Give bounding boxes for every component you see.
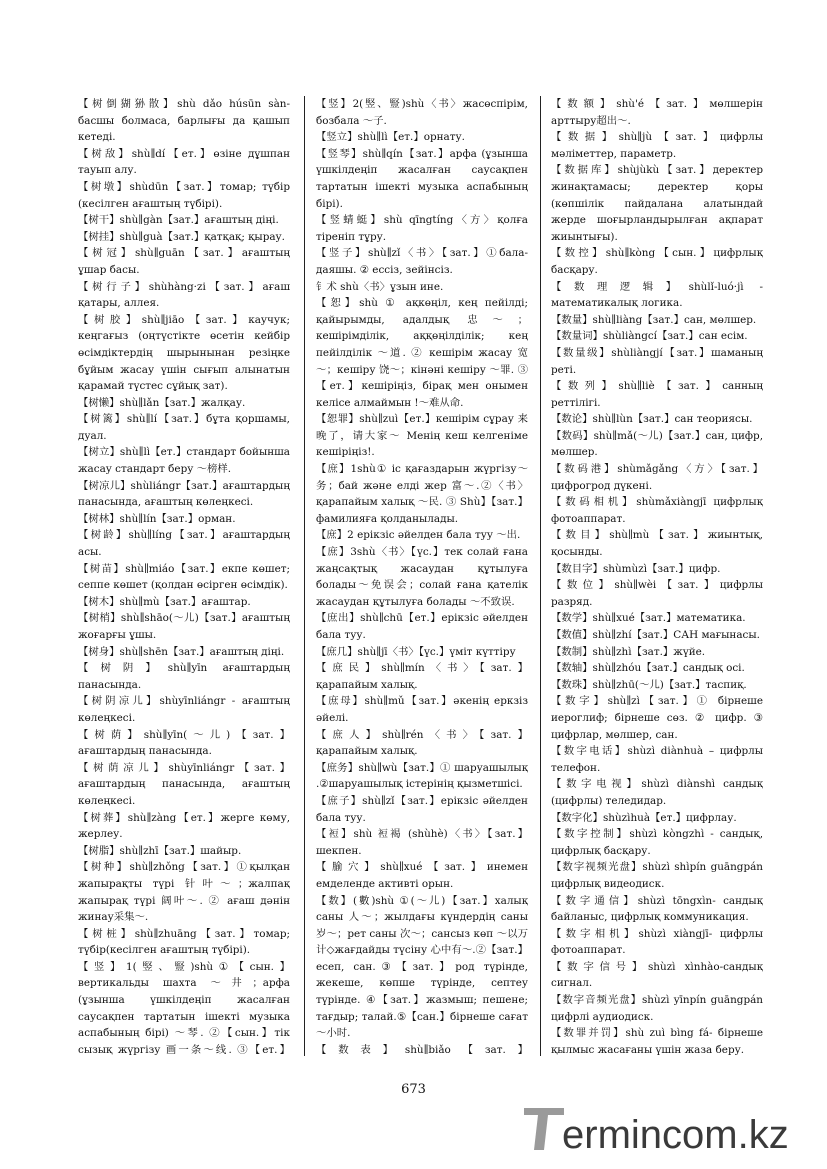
dictionary-entry: 【数列】shù∥liè【зат.】санның реттілігі. xyxy=(551,380,763,409)
dictionary-entry: 【庶】2 ерікзіс әйелден бала туу ～出. xyxy=(316,529,521,542)
dictionary-entry: 【数字化】shùzìhuà【ет.】цифрлау. xyxy=(551,811,737,824)
dictionary-entry: 【庶子】shù∥zǐ【зат.】ерікзіс әйелден бала туу. xyxy=(316,794,528,824)
dictionary-entry: 【数量】shù∥liàng【зат.】сан, мөлшер. xyxy=(551,313,757,326)
dictionary-entry: 【庶母】shù∥mǔ【зат.】әкенің еркзіз әйелі. xyxy=(316,695,528,724)
dictionary-entry: 【庶几】shù∥jī〈书〉【үс.】үміт күттіру xyxy=(316,645,516,658)
termincom-logo xyxy=(522,1100,812,1160)
dictionary-entry: 【树行子】shùhàng·zi【зат.】ағаш қатары, аллея. xyxy=(78,280,290,310)
dictionary-entry: 【树墩】shùdūn【зат.】томар; түбір (кесілген ағаштың түбірі). xyxy=(78,180,290,210)
dictionary-column-2 xyxy=(316,96,528,1058)
dictionary-entry: 【数字电视】shùzì diànshì сандық (цифрлы) теледидар. xyxy=(551,778,763,807)
dictionary-entry: 【数控】shù∥kòng【сын.】цифрлық басқару. xyxy=(551,247,763,276)
dictionary-entry: 【数珠】shù∥zhū(～儿)【зат.】таспиқ. xyxy=(551,678,747,691)
dictionary-entry: 【树阴】shù∥yīn ағаштардың панасында. xyxy=(78,662,290,691)
dictionary-entry: 【数位】shù∥wèi【зат.】цифрлы разряд. xyxy=(551,579,763,608)
dictionary-entry: 【数额】shù'é【зат.】мөлшерін арттыру超出～. xyxy=(551,98,763,127)
dictionary-entry: 【树荫凉儿】shùyīnliángr【зат.】ағаштардың панасында, ағаштың көлеңкесі. xyxy=(78,761,290,807)
dictionary-entry: 【树木】shù∥mù【зат.】ағаштар. xyxy=(78,595,251,608)
dictionary-entry: 【竖】1(竪、豎)shù①【сын.】вертикальды шахта ～井；арфа (ұзынша үшкілдеңіп жасалған саусақпен тартатын ішекті музыка аспабының бірі) ～琴. ②【сын.】тік сызық жүргізу 画一条～线. ③【ет.】 xyxy=(78,960,290,1056)
dictionary-entry: 【庶民】shù∥mín〈书〉【зат.】қарапайым халық. xyxy=(316,662,528,691)
dictionary-entry: 【数据】shù∥jù【зат.】цифрлы мәліметтер, параметр. xyxy=(551,131,763,160)
dictionary-entry: 【树倒猢狲散】shù dǎo húsūn sàn- басшы болмаса, барлығы да қашып кетеді. xyxy=(78,98,290,144)
watermark-text: ermincom.kz xyxy=(562,1113,789,1157)
dictionary-entry: 【数字信号】shùzì xìnhào-сандық сигнал. xyxy=(551,960,763,990)
dictionary-entry: 【庶】1shù① іс қағаздарын жүргізу～务；бай және елді жер 富～.②〈书〉қарапайым халық ～民. ③ Shù】【зат.】фамилияға қолданылады. xyxy=(316,463,528,525)
dictionary-entry: 【庶出】shù∥chū【ет.】ерікзіс әйелден бала туу. xyxy=(316,612,528,641)
dictionary-entry: 【竖子】shù∥zǐ〈书〉【зат.】①бала-даяшы. ② ессіз, зейінсіз. xyxy=(316,247,528,276)
dictionary-entry: 【腧穴】shù∥xué【зат.】инемен емделенде активті орын. xyxy=(316,861,528,890)
dictionary-entry: 【树冠】shù∥guān【зат.】ағаштың ұшар басы. xyxy=(78,247,290,276)
dictionary-entry: 【树桩】shù∥zhuāng【зат.】томар; түбір(кесілген ағаштың түбірі). xyxy=(78,927,290,957)
dictionary-entry: 【树林】shù∥lín【зат.】орман. xyxy=(78,512,236,525)
dictionary-entry: 【数值】shù∥zhí【зат.】САН мағынасы. xyxy=(551,629,760,641)
dictionary-entry: 【树篱】shù∥lí【зат.】бұта қоршамы, дуал. xyxy=(78,413,290,442)
dictionary-entry: 【数字控制】shùzì kòngzhì - сандық, цифрлық басқару. xyxy=(551,828,763,857)
dictionary-entry: 【数字】shù∥zì【зат.】① бірнеше иероглиф; бірнеше сөз. ② цифр. ③ цифрлар, мөлшер, сан. xyxy=(551,695,763,741)
dictionary-entry: 【树身】shù∥shēn【зат.】ағаштың діңі. xyxy=(78,645,285,658)
dictionary-entry: 【树懒】shù∥lǎn【зат.】жалқау. xyxy=(78,396,246,409)
dictionary-entry: 【树阴凉儿】shùyīnliángr - ағаштың көлеңкесі. xyxy=(78,695,290,724)
dictionary-column-1 xyxy=(78,96,290,1058)
dictionary-entry: 【树挂】shù∥guà【зат.】қатқақ; қырау. xyxy=(78,230,285,243)
dictionary-entry: 【数据库】shùjùkù【зат.】деректер жинақтамасы; деректер қоры (көпшілік пайдалана алатындай жерде шоғырландырылған ақпарат жиынтығы). xyxy=(551,164,763,243)
dictionary-entry: 【数字相机】shùzì xiàngjī- цифрлы фотоаппарат. xyxy=(551,927,763,957)
dictionary-entry: 【数量级】shùliàngjí【зат.】шаманың реті. xyxy=(551,346,763,376)
dictionary-entry: 【树荫】shù∥yīn(～儿)【зат.】ағаштардың панасында. xyxy=(78,728,290,758)
dictionary-entry: 【庶】3shù〈书〉【үс.】тек солай ғана жаңсақтық жасаудан құтылуға болады～免误会；солай ғана қателік жасаудан құтылуға болады ～不致误. xyxy=(316,546,528,608)
dictionary-entry: 【竖】2(竪、豎)shù〈书〉жасөспірім, бозбала ～子. xyxy=(316,98,528,127)
dictionary-entry: 【树梢】shù∥shāo(～儿)【зат.】ағаштың жоғарғы ұшы. xyxy=(78,612,290,641)
dictionary-entry: 【树脂】shù∥zhī【зат.】шайыр. xyxy=(78,844,242,857)
dictionary-entry: 【数码港】shùmǎgǎng〈方〉【зат.】цифрогрод дүкені. xyxy=(551,463,763,492)
dictionary-entry: 【庶人】shù∥rén〈书〉【зат.】қарапайым халық. xyxy=(316,728,528,758)
dictionary-entry: 【恕罪】shù∥zuì【ет.】кешірім сұрау 来晚了，请大家～ Менің кеш келгеніме кешіріңіз!. xyxy=(316,413,528,459)
dictionary-entry: 【竖立】shù∥lì【ет.】орнату. xyxy=(316,131,465,144)
dictionary-entry: 【数量词】shùliàngcí【зат.】сан есім. xyxy=(551,330,748,343)
dictionary-entry: 【树干】shù∥gàn【зат.】ағаштың діңі. xyxy=(78,214,279,227)
dictionary-entry: 【树苗】shù∥miáo【зат.】екпе көшет; сеппе көшет (қолдан өсірген өсімдік). xyxy=(78,562,290,592)
dictionary-entry: 【树敌】shù∥dí【ет.】өзіне дұшпан тауып алу. xyxy=(78,147,290,177)
dictionary-entry: 【数目字】shùmùzì【зат.】цифр. xyxy=(551,562,721,575)
dictionary-entry: 【树葬】shù∥zàng【ет.】жерге көму, жерлеу. xyxy=(78,811,290,841)
dictionary-entry: 【庶务】shù∥wù【зат.】① шаруашылық .②шаруашылық істерінің қызметшісі. xyxy=(316,761,528,791)
dictionary-entry: 【树凉儿】shùliángr【зат.】ағаштардың панасында, ағаштың көлеңкесі. xyxy=(78,479,290,509)
dictionary-entry: 【数学】shù∥xué【зат.】математика. xyxy=(551,612,746,625)
dictionary-entry: 【数罪并罚】shù zuì bìng fá- бірнеше қылмыс жасағаны үшін жаза беру. xyxy=(551,1027,763,1056)
dictionary-entry: 【数字通信】shùzì tōngxìn- сандық байланыс, цифрлық коммуникация. xyxy=(551,894,763,924)
dictionary-entry: 【数论】shù∥lùn【зат.】сан теориясы. xyxy=(551,413,753,426)
dictionary-entry: 【数字电话】shùzì diànhuà – цифрлы телефон. xyxy=(551,745,763,774)
dictionary-entry: 【数字视频光盘】shùzì shìpín guāngpán цифрлық видеодиск. xyxy=(551,861,763,890)
dictionary-entry: 【裋】shù 裋褐 (shùhè)〈书〉【зат.】шекпен. xyxy=(316,828,528,857)
page-number: 673 xyxy=(401,1082,426,1097)
dictionary-entry: 【数码相机】shùmǎxiàngjī цифрлық фотоаппарат. xyxy=(551,496,763,525)
column-divider xyxy=(304,96,305,1056)
dictionary-entry: 【恕】shù ① ақкөңіл, кең пейілді; қайырымды, адалдық 忠～；кешірімділік, аққөңілділік; кең пейілділік ～道. ② кешірім жасау 宽～；кешіру 饶～；кінәні кешіру ～罪. ③【ет.】кешіріңіз, бірақ мен онымен келісе алмаймын !～难从命. xyxy=(316,297,528,409)
dictionary-entry: 【树立】shù∥lì【ет.】стандарт бойынша жасау стандарт беру ～榜样. xyxy=(78,446,290,476)
dictionary-entry: 【数目】shù∥mù【зат.】жиынтық, қосынды. xyxy=(551,529,763,559)
dictionary-entry: 钅术 shù〈书〉ұзын ине. xyxy=(316,280,444,293)
dictionary-entry: 【数理逻辑】shùlǐ-luó·jì - математикалық логика. xyxy=(551,280,763,310)
dictionary-entry: 【数】(數)shù ①(～儿)【зат.】халық саны 人～；жылдағы күндердің саны 岁～；рет саны 次～；сансыз көп ～以万计◇жағдайды түсіну 心中有～.②【зат.】есеп, сан.③【зат.】род түрінде, жекеше, көпше түрінде, септеу түрінде. ④【зат.】жазмыш; пешене; тағдыр; талай.⑤【сан.】бірнеше сағат ～小时. xyxy=(316,894,528,1040)
dictionary-entry: 【竖琴】shù∥qín【зат.】арфа (ұзынша үшкілдеңіп жасалған саусақпен тартатын ішекті музыка аспабының бірі). xyxy=(316,147,528,210)
dictionary-entry: 【数制】shù∥zhì【зат.】жүйе. xyxy=(551,645,706,658)
dictionary-entry: 【竖蜻蜓】shù qīngtíng〈方〉қолға тіреніп тұру. xyxy=(316,214,528,243)
dictionary-entry: 【数码】shù∥mǎ(～儿)【зат.】сан, цифр, мөлшер. xyxy=(551,429,763,459)
dictionary-entry: 【树龄】shù∥líng【зат.】ағаштардың асы. xyxy=(78,529,290,559)
dictionary-entry: 【树种】shù∥zhǒng【зат.】①қылқан жапырақты түрі 针叶～；жалпақ жапырақ түрі 阔叶～. ② ағаш дәнін жинау采集～. xyxy=(78,861,290,924)
column-divider xyxy=(540,96,541,1056)
dictionary-entry: 【数轴】shù∥zhóu【зат.】сандық осі. xyxy=(551,662,745,675)
dictionary-entry: 【树胶】shù∥jiāo【зат.】каучук; кеңгағыз (оңтүстікте өсетін кейбір өсімдіктердің шырынынан резіңке бұйым жасау үшін сығып алынатын қарамай түстес сұйық зат). xyxy=(78,313,290,393)
dictionary-entry: 【数字音频光盘】shùzì yīnpín guāngpán цифрлі аудиодиск. xyxy=(551,994,763,1023)
dictionary-entry: 【数表】shù∥biǎo【зат.】 xyxy=(316,1043,528,1056)
dictionary-column-3 xyxy=(551,96,763,1058)
